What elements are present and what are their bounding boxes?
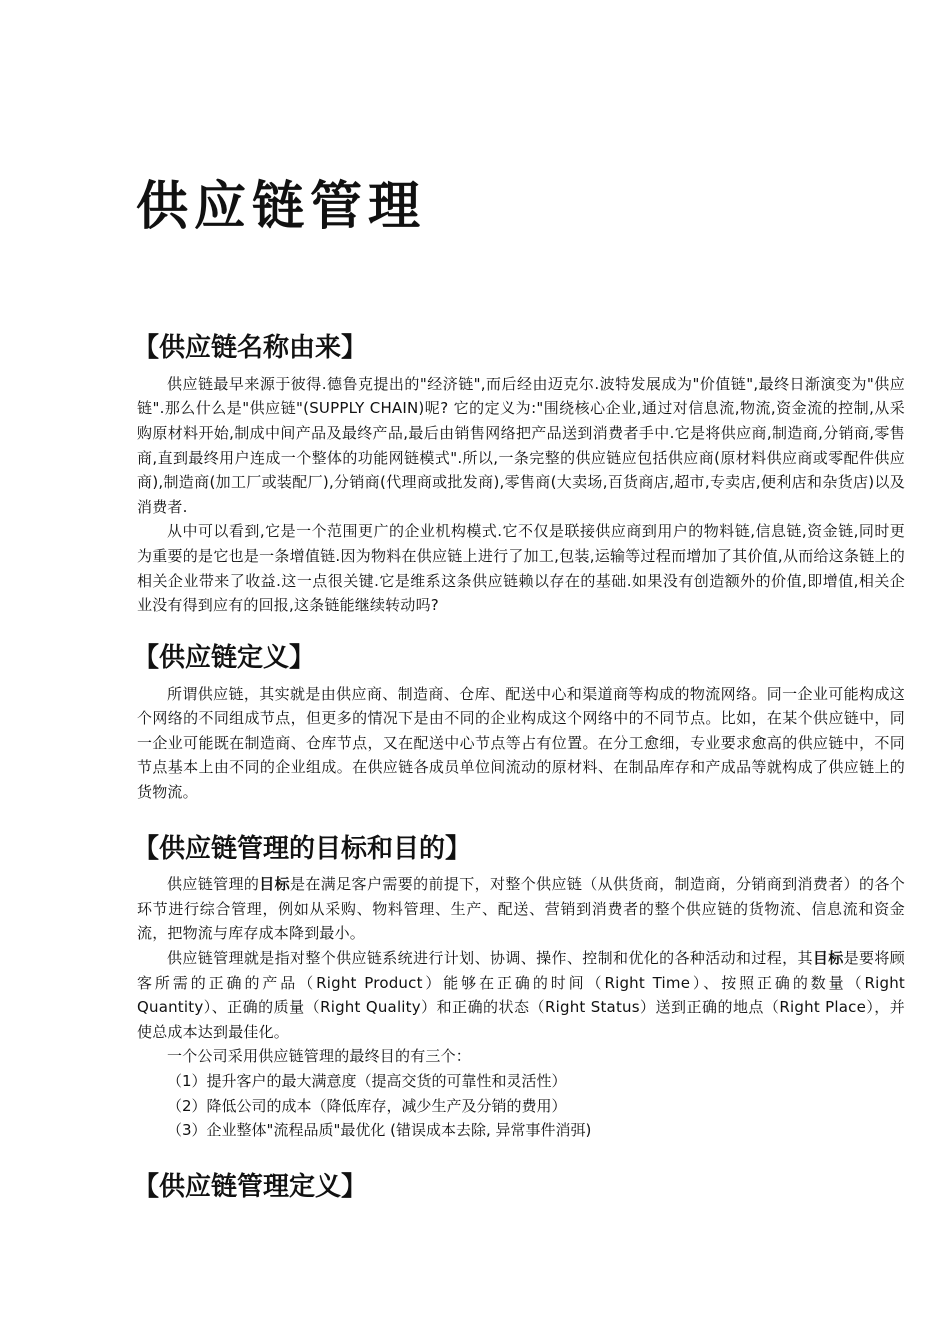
paragraph: 供应链最早来源于彼得.德鲁克提出的"经济链",而后经由迈克尔.波特发展成为"价值链",最终日渐演变为"供应链".那么什么是"供应链"(SUPPLY CHAIN)呢? 它的定义为:"围绕核心企业,通过对信息流,物流,资金流的控制,从采购原材料开始,制成中间产品及最终产品,最后由销售网络把产品送到消费者手中.它是将供应商,制造商,分销商,零售商,直到最终用户连成一个整体的功能网链模式".所以,一条完整的供应链应包括供应商(原材料供应商或零配件供应商),制造商(加工厂或装配厂),分销商(代理商或批发商),零售商(大卖场,百货商店,超市,专卖店,便利店和杂货店)以及消费者.: [137, 374, 905, 516]
paragraph: [137, 946, 905, 1044]
text-run: 供应链管理的: [167, 875, 260, 894]
list-item: （1）提升客户的最大满意度（提高交货的可靠性和灵活性）: [167, 1072, 567, 1091]
text-run: 供应链管理就是指对整个供应链系统进行计划、协调、操作、控制和优化的各种活动和过程，其: [167, 949, 813, 968]
text-run: 是在满足客户需要的前提下，对整个供应链（从供货商，制造商，分销商到消费者）的各个环节进行综合管理，例如从采购、物料管理、生产、配送、营销到消费者的整个供应链的货物流、信息流和资金流，把物流与库存成本降到最小。: [137, 875, 906, 943]
document-body: [133, 332, 906, 1211]
section-heading: 【供应链定义】: [133, 642, 316, 673]
section-heading: 【供应链管理定义】: [133, 1171, 368, 1202]
paragraph: [137, 872, 905, 946]
document-title: 供应链管理: [136, 176, 427, 237]
bold-term: 目标: [259, 875, 291, 894]
section-mgmt-definition: [133, 1171, 905, 1205]
paragraph: 从中可以看到,它是一个范围更广的企业机构模式.它不仅是联接供应商到用户的物料链,信息链,资金链,同时更为重要的是它也是一条增值链.因为物料在供应链上进行了加工,包装,运输等过程而增加了其价值,从而给这条链上的相关企业带来了收益.这一点很关键.它是维系这条供应链赖以存在的基础.如果没有创造额外的价值,即增值,相关企业没有得到应有的回报,这条链能继续转动吗?: [137, 522, 905, 615]
section-goals: [133, 833, 906, 1143]
section-definition: [133, 642, 905, 805]
text-run: 是要将顾客所需的正确的产品（Right Product）能够在正确的时间（Right Time）、按照正确的数量（Right Quantity）、正确的质量（Right Quality）和正确的状态（Right Status）送到正确的地点（Right Place），并使总成本达到最佳化。: [137, 949, 905, 1041]
bold-term: 目标: [812, 949, 844, 968]
list-item: （2）降低公司的成本（降低库存，减少生产及分销的费用）: [167, 1096, 567, 1115]
paragraph: 所谓供应链，其实就是由供应商、制造商、仓库、配送中心和渠道商等构成的物流网络。同一企业可能构成这个网络的不同组成节点，但更多的情况下是由不同的企业构成这个网络中的不同节点。比如，在某个供应链中，同一企业可能既在制造商、仓库节点，又在配送中心节点等占有位置。在分工愈细，专业要求愈高的供应链中，不同节点基本上由不同的企业组成。在供应链各成员单位间流动的原材料、在制品库存和产成品等就构成了供应链上的货物流。: [137, 684, 905, 801]
paragraph: 一个公司采用供应链管理的最终目的有三个：: [167, 1047, 472, 1066]
section-heading: 【供应链管理的目标和目的】: [133, 833, 472, 864]
section-origin: [133, 332, 905, 618]
section-heading: 【供应链名称由来】: [133, 333, 368, 363]
list-item: （3）企业整体"流程品质"最优化 (错误成本去除, 异常事件消弭): [167, 1121, 592, 1140]
